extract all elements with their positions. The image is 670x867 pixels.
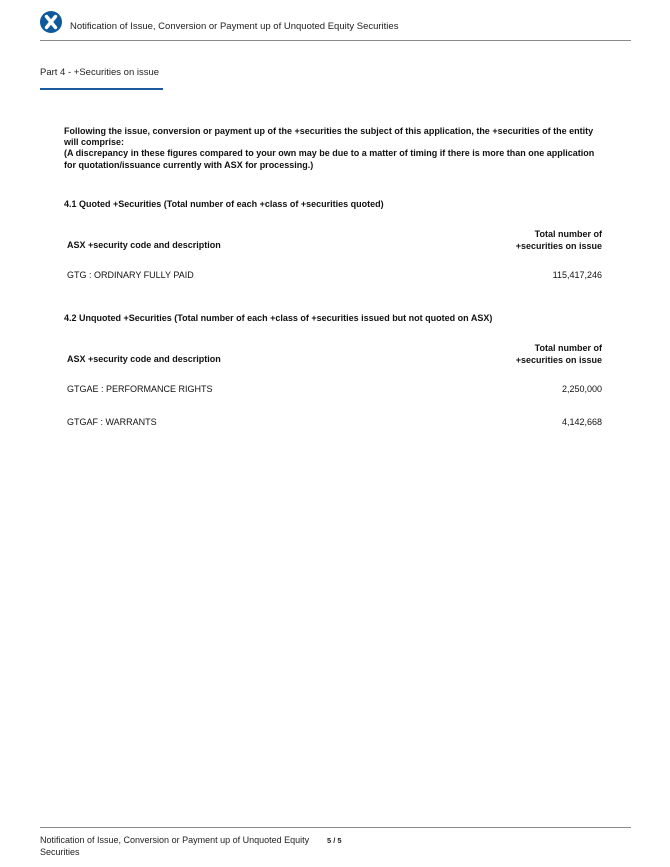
quoted-col-total-line2: +securities on issue	[515, 241, 602, 251]
intro-line-2: (A discrepancy in these figures compared to your own may be due to a matter of timing if there is more than one application for quotation/issuance currently with ASX for processing.)	[64, 148, 595, 170]
intro-text	[64, 126, 604, 171]
quoted-row-total: 115,417,246	[552, 270, 602, 280]
unquoted-row-total: 2,250,000	[561, 384, 602, 394]
part-tab-label: Part 4 - +Securities on issue	[40, 67, 160, 78]
page-number: 5 / 5	[327, 836, 342, 845]
quoted-col-total-line1: Total number of	[534, 229, 602, 239]
unquoted-col-total-line2: +securities on issue	[515, 355, 602, 365]
quoted-section-title: 4.1 Quoted +Securities (Total number of each +class of +securities quoted)	[64, 199, 384, 209]
page-header	[40, 10, 631, 41]
unquoted-section-title: 4.2 Unquoted +Securities (Total number of each +class of +securities issued but not quoted on ASX)	[64, 313, 493, 323]
quoted-col-code-header: ASX +security code and description	[67, 240, 221, 250]
unquoted-row-code: GTGAF : WARRANTS	[67, 417, 157, 427]
footer-title: Notification of Issue, Conversion or Payment up of Unquoted Equity Securities	[40, 835, 310, 857]
quoted-row-code: GTG : ORDINARY FULLY PAID	[67, 270, 194, 280]
unquoted-col-total-line1: Total number of	[534, 343, 602, 353]
intro-line-1: Following the issue, conversion or payment up of the +securities the subject of this application, the +securities of the entity will comprise:	[64, 126, 594, 148]
unquoted-row-total: 4,142,668	[561, 417, 602, 427]
unquoted-row-code: GTGAE : PERFORMANCE RIGHTS	[67, 384, 213, 394]
header-title: Notification of Issue, Conversion or Payment up of Unquoted Equity Securities	[70, 21, 399, 32]
quoted-col-total-header	[516, 228, 602, 252]
asx-x-logo-icon	[40, 11, 62, 33]
part-tab-underline	[40, 88, 163, 90]
unquoted-col-total-header	[516, 342, 602, 366]
unquoted-col-code-header: ASX +security code and description	[67, 354, 221, 364]
footer-divider	[40, 827, 631, 828]
